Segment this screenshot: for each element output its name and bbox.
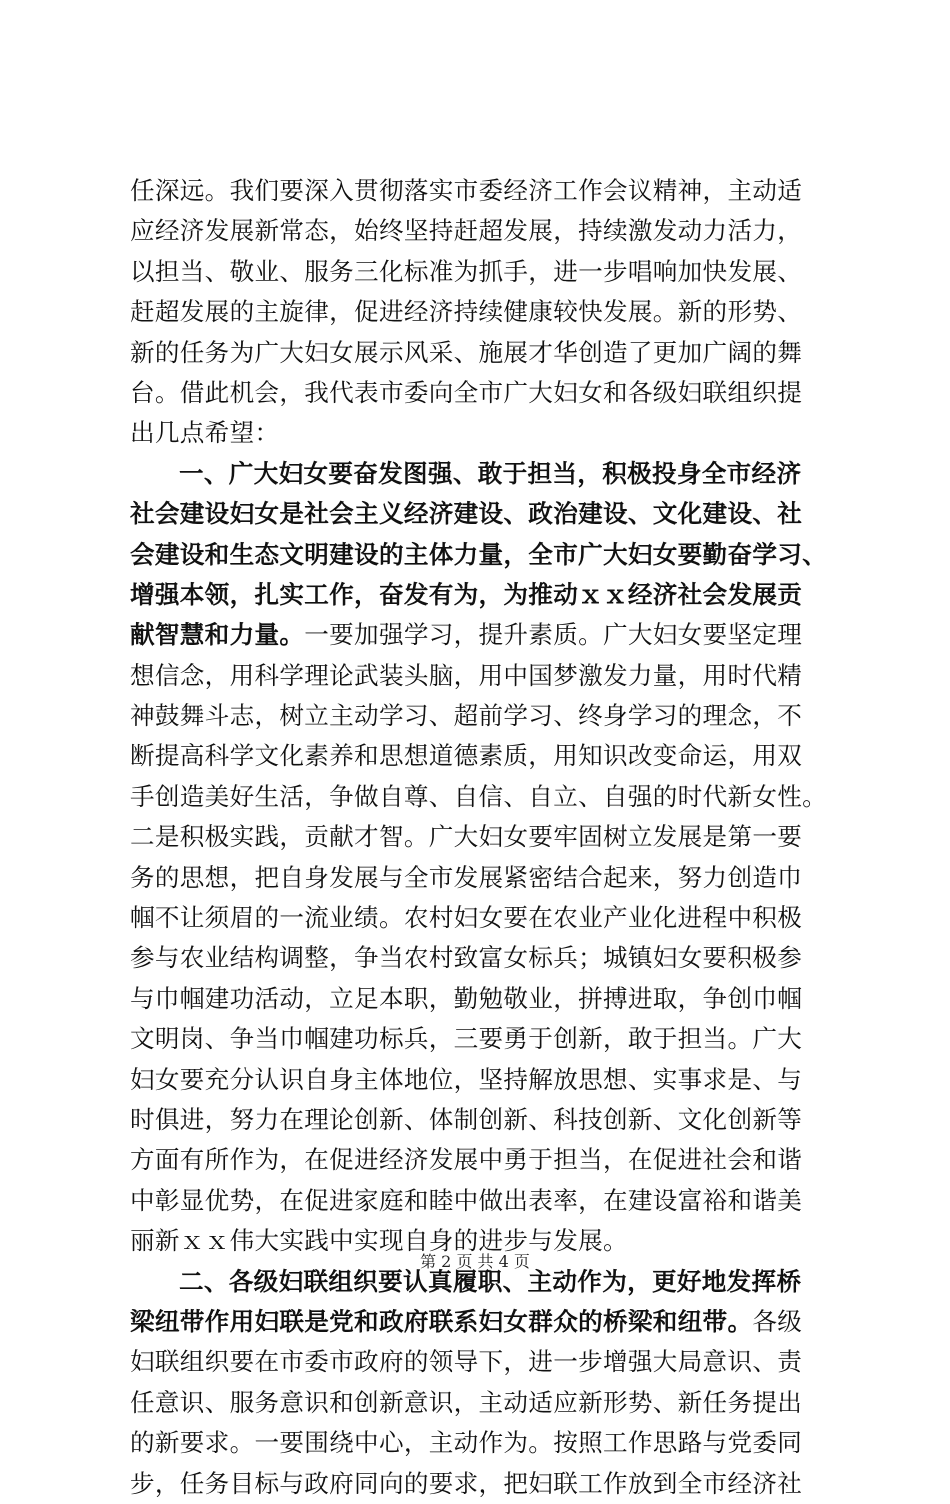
text-line: [130, 1302, 820, 1342]
text-segment: 赶超发展的主旋律，促进经济持续健康较快发展。新的形势、: [130, 297, 803, 327]
text-line: [130, 333, 820, 373]
text-line: [130, 1342, 820, 1382]
text-segment: 的新要求。一要围绕中心，主动作为。按照工作思路与党委同: [130, 1428, 803, 1458]
text-segment: 任深远。我们要深入贯彻落实市委经济工作会议精神，主动适: [130, 176, 803, 205]
text-line: [130, 656, 820, 696]
bold-text-segment: 二、各级妇联组织要认真履职、主动作为，更好地发挥桥: [179, 1266, 802, 1296]
text-line: [130, 1423, 820, 1463]
text-line: [130, 171, 820, 211]
text-segment: 文明岗、争当巾帼建功标兵，三要勇于创新，敢于担当。广大: [130, 1024, 803, 1054]
text-segment: 妇女要充分认识自身主体地位，坚持解放思想、实事求是、与: [130, 1064, 803, 1094]
text-line: [130, 1383, 820, 1423]
bold-text-segment: 社会建设妇女是社会主义经济建设、政治建设、文化建设、社: [130, 499, 803, 529]
text-line: [130, 615, 820, 655]
page-footer: 第 2 页 共 4 页: [420, 1252, 530, 1271]
text-line: [130, 373, 820, 413]
text-line: [130, 736, 820, 776]
text-segment: 步，任务目标与政府同向的要求，把妇联工作放到全市经济社: [130, 1468, 803, 1498]
text-line: [130, 817, 820, 857]
text-line: [130, 979, 820, 1019]
text-line: [130, 1140, 820, 1180]
text-segment: 出几点希望：: [130, 418, 280, 448]
text-line: [130, 1019, 820, 1059]
text-segment: 任意识、服务意识和创新意识，主动适应新形势、新任务提出: [130, 1387, 803, 1417]
bold-text-segment: 一、广大妇女要奋发图强、敢于担当，积极投身全市经济: [179, 458, 802, 488]
text-segment: 应经济发展新常态，始终坚持赶超发展，持续激发动力活力，: [130, 216, 803, 246]
text-line: [130, 898, 820, 938]
text-line: [130, 1060, 820, 1100]
text-segment: 想信念，用科学理论武装头脑，用中国梦激发力量，用时代精: [130, 660, 803, 690]
text-segment: 各级: [752, 1306, 803, 1336]
text-segment: 丽新ｘｘ伟大实践中实现自身的进步与发展。: [130, 1226, 628, 1256]
text-segment: 妇联组织要在市委市政府的领导下，进一步增强大局意识、责: [130, 1347, 803, 1377]
bold-text-segment: 会建设和生态文明建设的主体力量，全市广大妇女要勤奋学习、: [130, 539, 828, 569]
text-line: [130, 535, 828, 575]
bold-text-segment: 献智慧和力量。: [130, 620, 305, 650]
text-line: [130, 252, 820, 292]
text-segment: 帼不让须眉的一流业绩。农村妇女要在农业产业化进程中积极: [130, 903, 803, 933]
text-segment: 手创造美好生活，争做自尊、自信、自立、自强的时代新女性。: [130, 781, 828, 811]
text-segment: 与巾帼建功活动，立足本职，勤勉敬业，拼搏进取，争创巾帼: [130, 983, 803, 1013]
text-line: [130, 575, 820, 615]
text-line: [130, 1100, 820, 1140]
text-line: [130, 938, 820, 978]
text-line: [130, 1181, 820, 1221]
text-line: [130, 696, 820, 736]
document-body: [130, 171, 828, 1504]
text-line: [130, 858, 820, 898]
text-line: [130, 292, 820, 332]
text-line: [130, 1464, 820, 1504]
text-segment: 以担当、敬业、服务三化标准为抓手，进一步唱响加快发展、: [130, 256, 803, 286]
text-line: [130, 454, 820, 494]
text-segment: 一要加强学习，提升素质。广大妇女要坚定理: [304, 620, 803, 650]
text-line: [130, 494, 820, 534]
text-segment: 断提高科学文化素养和思想道德素质，用知识改变命运，用双: [130, 741, 803, 771]
bold-text-segment: 梁纽带作用妇联是党和政府联系妇女群众的桥梁和纽带。: [130, 1306, 753, 1336]
text-segment: 参与农业结构调整，争当农村致富女标兵；城镇妇女要积极参: [130, 943, 803, 973]
text-line: [130, 413, 820, 453]
text-segment: 方面有所作为，在促进经济发展中勇于担当，在促进社会和谐: [130, 1145, 803, 1175]
text-segment: 务的思想，把自身发展与全市发展紧密结合起来，努力创造巾: [130, 862, 803, 892]
text-segment: 二是积极实践，贡献才智。广大妇女要牢固树立发展是第一要: [130, 822, 803, 852]
text-line: [130, 777, 828, 817]
text-line: [130, 211, 820, 251]
text-segment: 台。借此机会，我代表市委向全市广大妇女和各级妇联组织提: [130, 377, 803, 407]
bold-text-segment: 增强本领，扎实工作，奋发有为，为推动ｘｘ经济社会发展贡: [130, 579, 803, 609]
text-segment: 神鼓舞斗志，树立主动学习、超前学习、终身学习的理念，不: [130, 701, 803, 731]
text-segment: 新的任务为广大妇女展示风采、施展才华创造了更加广阔的舞: [130, 337, 803, 367]
text-segment: 时俱进，努力在理论创新、体制创新、科技创新、文化创新等: [130, 1104, 803, 1134]
text-segment: 中彰显优势，在促进家庭和睦中做出表率，在建设富裕和谐美: [130, 1185, 803, 1215]
